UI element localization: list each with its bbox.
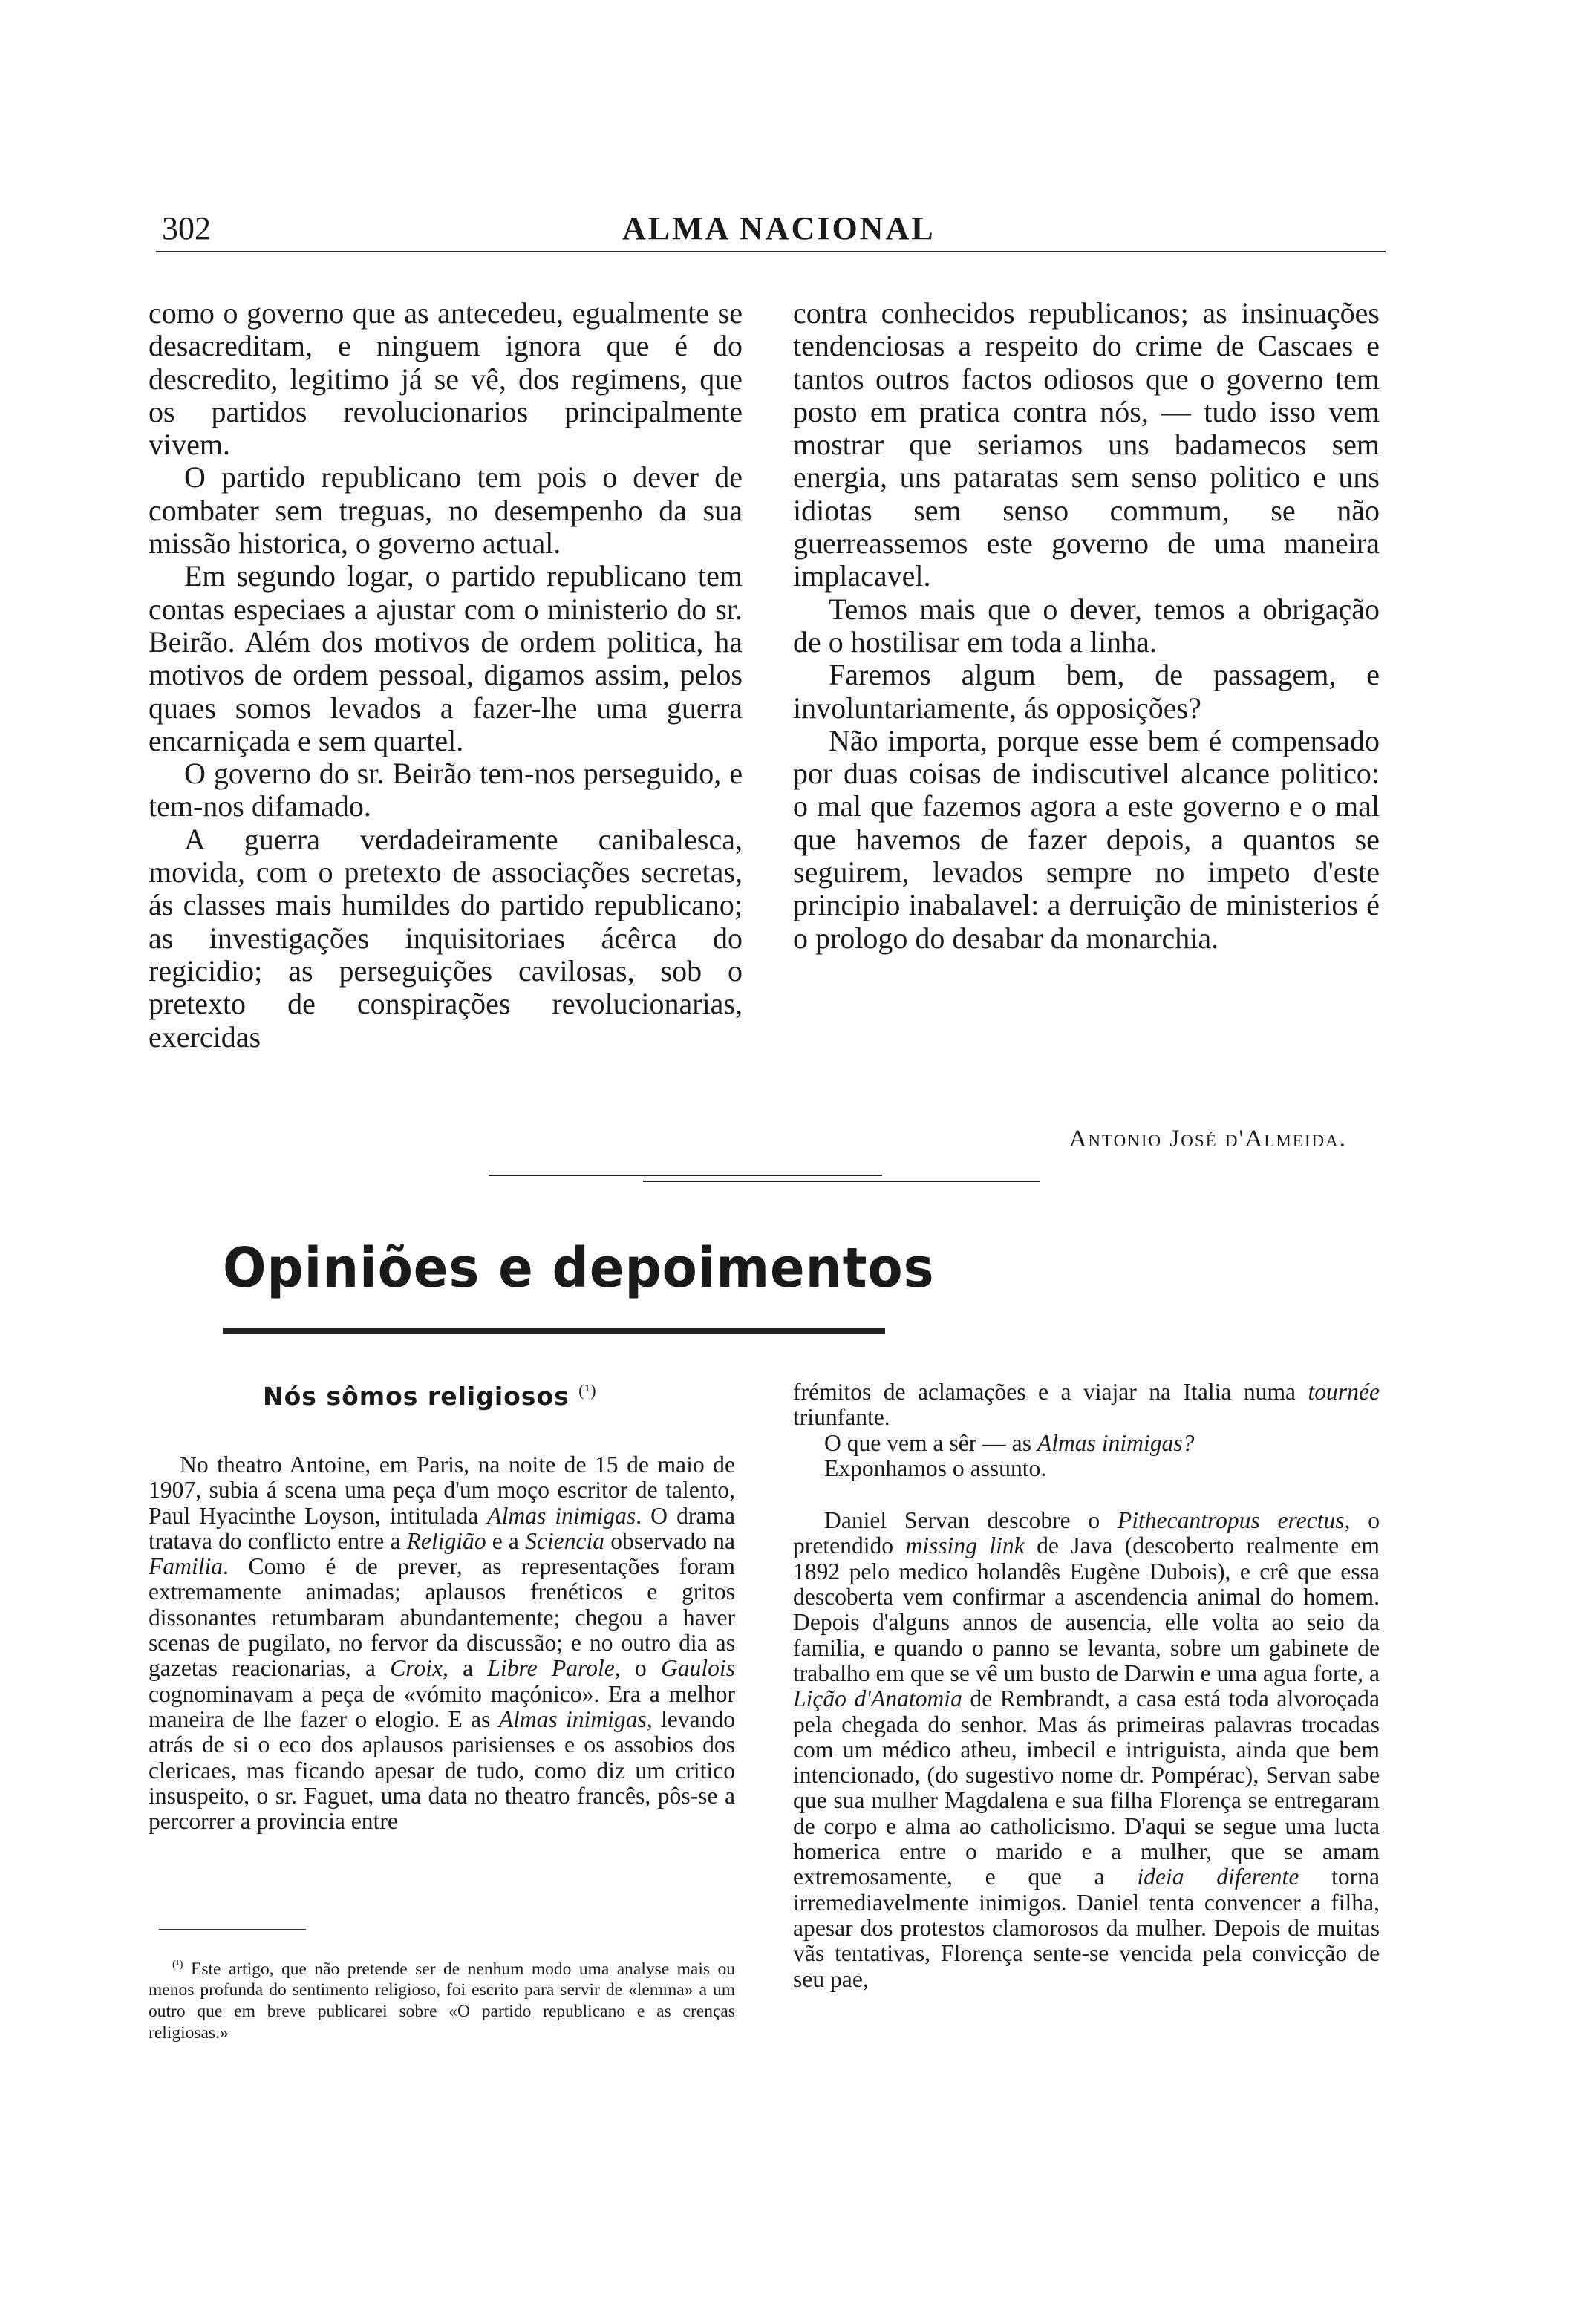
paragraph: frémitos de aclamações e a viajar na Italia numa tournée triunfante.: [793, 1379, 1380, 1431]
paragraph: como o governo que as antecedeu, egualmente se desacreditam, e ninguem ignora que é do descredito, legitimo já se vê, dos regimens, que os partidos revolucionarios principalmente vivem.: [149, 296, 743, 462]
column-right-article: [793, 1380, 1380, 1992]
page-number: 302: [162, 210, 211, 247]
section-title: Opiniões e depoimentos: [223, 1236, 935, 1300]
footnote-text: $^{(^1)}$ Este artigo, que não pretende ser de nenhum modo uma analyse mais ou menos profunda do sentimento religioso, foi escrito para servir de «lemma» a um outro que em breve publicarei sobre «O partido republicano e as crenças religiosas.»: [149, 1959, 735, 2043]
author-signature: Antonio José d'Almeida.: [1069, 1126, 1347, 1152]
paragraph: Faremos algum bem, de passagem, e involuntariamente, ás opposições?: [793, 658, 1380, 725]
footnote-mark: (¹): [172, 1959, 183, 1971]
paragraph: Exponhamos o assunto.: [824, 1455, 1047, 1481]
paragraph: A guerra verdadeiramente canibalesca, movida, com o pretexto de associações secretas, ás classes mais humildes do partido republicano; as investigações inquisitoriaes ácêrca do regicidio; as perseguições cavilosas, sob o pretexto de conspirações revolucionarias, exercidas: [149, 822, 743, 1054]
paragraph: O que vem a sêr — as Almas inimigas?: [824, 1429, 1195, 1456]
paragraph: Em segundo logar, o partido republicano tem contas especiaes a ajustar com o ministerio do sr. Beirão. Além dos motivos de ordem politica, ha motivos de ordem pessoal, digamos assim, pelos quaes somos levados a fazer-lhe uma guerra encarniçada e sem quartel.: [149, 559, 743, 757]
paragraph: Daniel Servan descobre o Pithecantropus erectus, o pretendido missing link de Java (descoberto realmente em 1892 pelo medico holandês Eugène Dubois), e crê que essa descoberta vem confirmar a ascendencia animal do homem. Depois d'alguns annos de ausencia, elle volta ao seio da familia, e quando o panno se levanta, sobre um gabinete de trabalho em que se vê um busto de Darwin e uma agua forte, a Lição d'Anatomia de Rembrandt, a casa está toda alvoroçada pela chegada do senhor. Mas ás primeiras palavras trocadas com um médico atheu, imbecil e intriguista, ainda que bem intencionado, (do sugestivo nome dr. Pompérac), Servan sabe que sua mulher Magdalena e sua filha Florença se entregaram de corpo e alma ao catholicismo. D'aqui se segue uma lucta homerica entre o marido e a mulher, que se amam extremosamente, e que a ideia diferente torna irremediavelmente inimigos. Daniel tenta convencer a filha, apesar dos protestos clamorosos da mulher. Depois de muitas vãs tentativas, Florença sente-se vencida pela convicção de seu pae,: [793, 1507, 1380, 1992]
paragraph: contra conhecidos republicanos; as insinuações tendenciosas a respeito do crime de Cascaes e tantos outros factos odiosos que o governo tem posto em pratica contra nós, — tudo isso vem mostrar que seriamos uns badamecos sem energia, uns pataratas sem senso politico e uns idiotas sem senso commum, se não guerreassemos este governo de uma maneira implacavel.: [793, 296, 1380, 593]
separator-rule: [489, 1175, 882, 1176]
separator-rule: [643, 1181, 1040, 1182]
article-title: [263, 1381, 597, 1411]
footnote: [149, 1954, 735, 2043]
footnote-reference: (¹): [578, 1381, 597, 1400]
paragraph: O governo do sr. Beirão tem-nos perseguido, e tem-nos difamado.: [149, 757, 743, 823]
footnote-rule: [159, 1929, 306, 1930]
header-rule: [156, 251, 1386, 252]
paragraph: Temos mais que o dever, temos a obrigação de o hostilisar em toda a linha.: [793, 592, 1380, 659]
column-left-top: [149, 297, 743, 1054]
paragraph: O partido republicano tem pois o dever de combater sem treguas, no desempenho da sua missão historica, o governo actual.: [149, 460, 743, 561]
paragraph: No theatro Antoine, em Paris, na noite de 15 de maio de 1907, subia á scena uma peça d'um moço escritor de talento, Paul Hyacinthe Loyson, intitulada Almas inimigas. O drama tratava do conflicto entre a Religião e a Sciencia observado na Familia. Como é de prever, as representações foram extremamente animadas; aplausos frenéticos e gritos dissonantes retumbaram abundantemente; chegou a haver scenas de pugilato, no fervor da discussão; e no outro dia as gazetas reacionarias, a Croix, a Libre Parole, o Gaulois cognominavam a peça de «vómito maçónico». Era a melhor maneira de lhe fazer o elogio. E as Almas inimigas, levando atrás de si o eco dos aplausos parisienses e os assobios dos clericaes, mas ficando apesar de tudo, como diz um critico insuspeito, o sr. Faguet, uma data no theatro francês, pôs-se a percorrer a provincia entre: [149, 1452, 736, 1835]
section-title-rule: [223, 1328, 885, 1334]
article-title-text: Nós sômos religiosos: [263, 1382, 570, 1411]
running-head: ALMA NACIONAL: [622, 210, 936, 247]
paragraph: Não importa, porque esse bem é compensado por duas coisas de indiscutivel alcance politico: o mal que fazemos agora a este governo e o mal que havemos de fazer depois, a quantos se seguirem, levados sempre no impeto d'este principio inabalavel: a derruição de ministerios é o prologo do desabar da monarchia.: [793, 723, 1380, 955]
column-left-article: [149, 1452, 735, 1834]
column-right-top: [793, 297, 1380, 955]
